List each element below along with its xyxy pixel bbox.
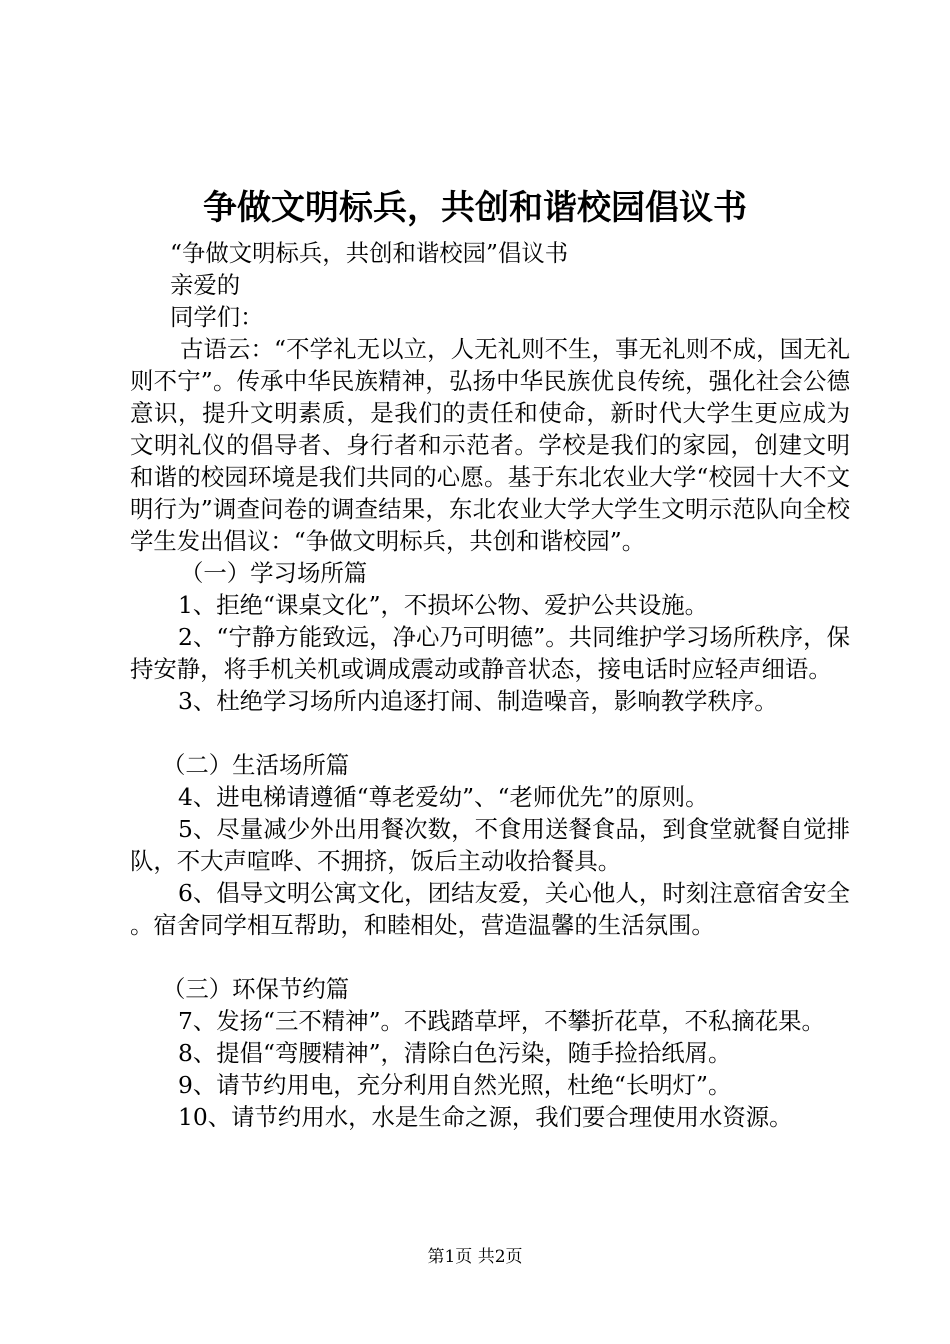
- list-item: 1、拒绝“课桌文化”，不损坏公物、爱护公共设施。: [178, 591, 708, 619]
- greeting-line-1: 亲爱的: [170, 271, 241, 299]
- list-item: 2、“宁静方能致远，净心乃可明德”。共同维护学习场所秩序，保持安静，将手机关机或调成震动或静音状态，接电话时应轻声细语。: [130, 623, 850, 683]
- list-item: 10、请节约用水，水是生命之源，我们要合理使用水资源。: [178, 1103, 793, 1131]
- blank-line: [130, 941, 850, 973]
- blank-line: [130, 717, 850, 749]
- document-subtitle: “争做文明标兵，共创和谐校园”倡议书: [170, 239, 569, 267]
- list-item: 8、提倡“弯腰精神”，清除白色污染，随手捡拾纸屑。: [178, 1039, 732, 1067]
- page-number: 第1页 共2页: [427, 1247, 523, 1267]
- document-title: 争做文明标兵，共创和谐校园倡议书: [203, 188, 747, 228]
- intro-paragraph: 古语云：“不学礼无以立，人无礼则不生，事无礼则不成，国无礼则不宁”。传承中华民族精神，弘扬中华民族优良传统，强化社会公德意识，提升文明素质，是我们的责任和使命，新时代大学生更应成为文明礼仪的倡导者、身行者和示范者。学校是我们的家园，创建文明和谐的校园环境是我们共同的心愿。基于东北农业大学“校园十大不文明行为”调查问卷的调查结果，东北农业大学大学生文明示范队向全校学生发出倡议：“争做文明标兵，共创和谐校园”。: [130, 335, 850, 555]
- section-heading-study: （一）学习场所篇: [180, 559, 368, 587]
- list-item: 9、请节约用电，充分利用自然光照，杜绝“长明灯”。: [178, 1071, 732, 1099]
- greeting-line-2: 同学们：: [170, 303, 264, 331]
- document-body: [130, 237, 850, 1133]
- list-item: 3、杜绝学习场所内追逐打闹、制造噪音，影响教学秩序。: [178, 687, 778, 715]
- section-heading-environment: （三）环保节约篇: [162, 975, 350, 1003]
- list-item: 7、发扬“三不精神”。不践踏草坪，不攀折花草，不私摘花果。: [178, 1007, 825, 1035]
- list-item: 6、倡导文明公寓文化，团结友爱，关心他人，时刻注意宿舍安全。宿舍同学相互帮助，和睦相处，营造温馨的生活氛围。: [130, 879, 850, 939]
- section-heading-living: （二）生活场所篇: [162, 751, 350, 779]
- list-item: 5、尽量减少外出用餐次数，不食用送餐食品，到食堂就餐自觉排队，不大声喧哗、不拥挤，饭后主动收拾餐具。: [130, 815, 850, 875]
- list-item: 4、进电梯请遵循“尊老爱幼”、“老师优先”的原则。: [178, 783, 709, 811]
